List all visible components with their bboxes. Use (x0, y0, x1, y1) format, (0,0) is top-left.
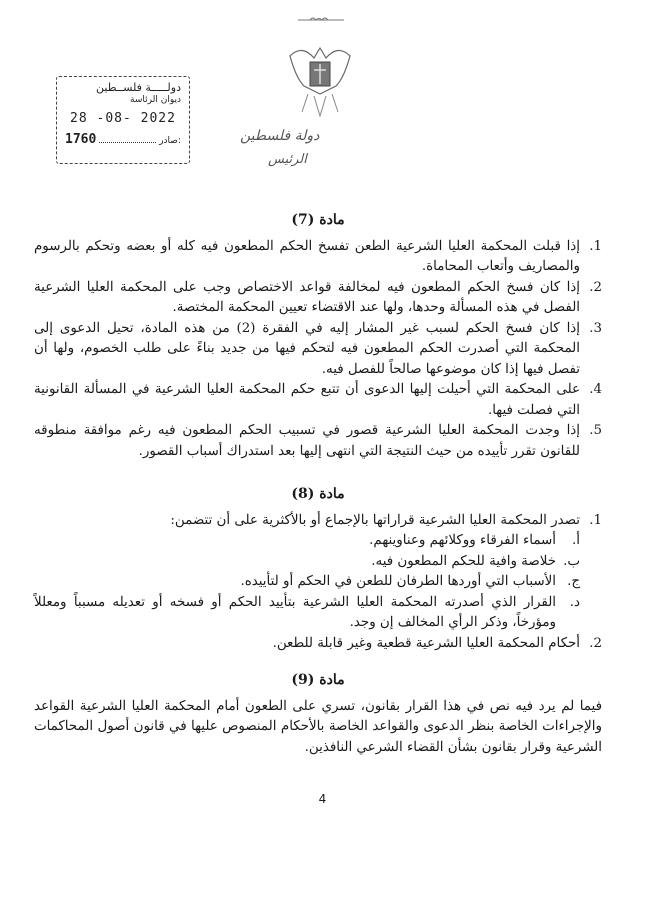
item-number: 2. (589, 635, 602, 651)
article-8-title: مادة (8) (291, 486, 345, 502)
article-8-item (34, 634, 602, 655)
article-7-title: مادة (7) (291, 212, 345, 228)
incoming-stamp (56, 76, 190, 164)
item-text: إذا كان فسخ الحكم لسبب غير المشار إليه في الفقرة (2) من هذه المادة، تحيل الدعوى إلى المحكمة التي أصدرت الحكم المطعون فيه لتحكم فيها من جديد بناءً على طلب الخصوم، ولها أن تفصل فيها إذا كان موضوعها صالحاً للفصل فيه. (34, 320, 580, 377)
letterhead-mark (296, 14, 346, 24)
article-8-subitem (34, 572, 602, 593)
item-number: 2. (589, 279, 602, 295)
article-9-text: فيما لم يرد فيه نص في هذا القرار بقانون، تسري على الطعون أمام المحكمة العليا الشرعية القواعد والإجراءات الخاصة بنظر الدعوى والقواعد الخاصة بالأحكام المنصوص عليها في قانون أصول المحاكمات الشرعية وقرار بقانون بشأن القضاء الشرعي النافذين. (34, 698, 602, 755)
article-7-item (34, 319, 602, 381)
handwritten-presidency: الرئيس (268, 152, 307, 167)
stamp-dotted-line (99, 142, 156, 143)
subitem-letter: د. (569, 594, 580, 610)
article-8-subitem (34, 531, 602, 552)
item-number: 4. (589, 382, 602, 397)
subitem-text: القرار الذي أصدرته المحكمة العليا الشرعية بتأييد الحكم أو فسخه أو تعديله مسبباً ومعللاً ومؤرخاً، وذكر الرأي المخالف إن وجد. (34, 594, 556, 630)
item-number: 1. (589, 238, 602, 254)
item-text: على المحكمة التي أحيلت إليها الدعوى أن تتبع حكم المحكمة العليا الشرعية في المسألة القانونية التي فصلت فيها. (34, 382, 580, 418)
eagle-emblem-icon (280, 36, 360, 126)
item-number: 1. (589, 512, 602, 528)
article-7-item (34, 380, 602, 421)
article-9-title: مادة (9) (291, 672, 345, 688)
item-number: 5. (589, 423, 602, 438)
article-7-item (34, 421, 602, 462)
article-7-item (34, 237, 602, 278)
stamp-date: 28 -08- 2022 (70, 111, 176, 126)
subitem-text: أسماء الفرقاء ووكلائهم وعناوينهم. (369, 533, 556, 548)
stamp-ref-label: صادر: (159, 136, 181, 146)
handwritten-country: دولة فلسطين (240, 128, 320, 144)
subitem-letter: ب. (563, 553, 580, 569)
document-body (34, 210, 602, 758)
page-number: 4 (318, 792, 327, 806)
stamp-reference (65, 132, 181, 147)
item-text: إذا كان فسخ الحكم المطعون فيه لمخالفة قواعد الاختصاص وجب على المحكمة العليا الشرعية الفصل في هذه المسألة وحدها، ولها عند الاقتضاء تعيين المحكمة المختصة. (34, 279, 580, 315)
stamp-office: ديوان الرئاسة (130, 95, 181, 105)
article-7-item (34, 278, 602, 319)
subitem-letter: ج. (567, 574, 580, 589)
article-8-item (34, 511, 602, 532)
item-number: 3. (589, 320, 602, 336)
article-8-subitem (34, 552, 602, 573)
item-text: تصدر المحكمة العليا الشرعية قراراتها بالإجماع أو بالأكثرية على أن تتضمن: (170, 512, 580, 528)
subitem-text: الأسباب التي أوردها الطرفان للطعن في الحكم أو لتأييده. (240, 574, 556, 589)
section-spacer (34, 462, 602, 484)
subitem-text: خلاصة وافية للحكم المطعون فيه. (371, 553, 556, 569)
stamp-ref-number: 1760 (65, 132, 97, 147)
item-text: إذا قبلت المحكمة العليا الشرعية الطعن تفسخ الحكم المطعون فيه كله أو بعضه وتحكم بالرسوم والمصاريف وأتعاب المحاماة. (34, 238, 580, 274)
section-spacer (34, 654, 602, 670)
item-text: إذا وجدت المحكمة العليا الشرعية قصور في تسبيب الحكم المطعون فيه رغم موافقة منطوقه للقانون تقرر تأييده من حيث النتيجة التي انتهى إليها بعد استدراك أسباب القصور. (34, 423, 580, 459)
item-text: أحكام المحكمة العليا الشرعية قطعية وغير قابلة للطعن. (272, 635, 580, 651)
subitem-letter: أ. (572, 533, 580, 548)
stamp-country: دولـــــة فلســطين (96, 81, 181, 94)
article-8-subitem (34, 593, 602, 634)
